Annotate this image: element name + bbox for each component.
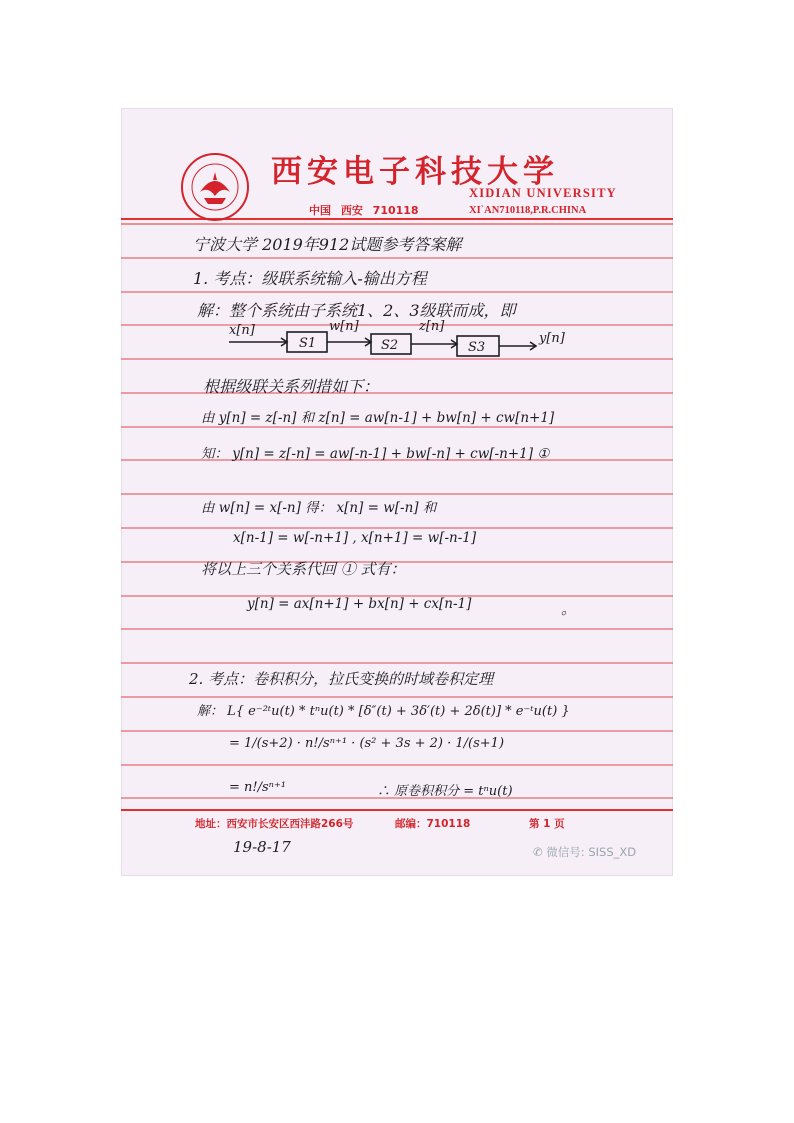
block-s1-label: S1 xyxy=(299,336,317,351)
handwritten-date: 19-8-17 xyxy=(233,838,291,856)
cascade-system-diagram xyxy=(221,316,601,361)
q2-conclusion: ∴ 原卷积积分 = tⁿu(t) xyxy=(377,784,513,799)
equation-7: = 1/(s+2) · n!/sⁿ⁺¹ · (s² + 3s + 2) · 1/(s+1) xyxy=(229,736,505,751)
equation-3: 由 w[n] = x[-n] 得： x[n] = w[-n] 和 xyxy=(201,500,437,516)
footer-page-number: 第 1 页 xyxy=(529,818,565,830)
diagram-w-label: w[n] xyxy=(329,319,359,334)
equation-8: = n!/sⁿ⁺¹ xyxy=(229,780,287,795)
footer-address: 地址：西安市长安区西沣路266号 xyxy=(195,818,354,830)
equation-2: 知： y[n] = z[-n] = aw[-n-1] + bw[-n] + cw[-n+1] ① xyxy=(201,446,550,462)
block-s2-label: S2 xyxy=(381,338,399,353)
substitution-note: 将以上三个关系代回 ① 式有： xyxy=(201,560,406,578)
q1-solution-intro: 解：整个系统由子系统1、2、3级联而成，即 xyxy=(197,301,516,320)
q2-topic: 2. 考点：卷积积分，拉氏变换的时域卷积定理 xyxy=(189,670,494,688)
footer-postcode: 邮编：710118 xyxy=(395,818,471,830)
equation-4: x[n-1] = w[-n+1] , x[n+1] = w[-n-1] xyxy=(233,530,477,546)
address-cn: 中国 西安 710118 xyxy=(309,204,419,217)
equation-result: y[n] = ax[n+1] + bx[n] + cx[n-1] xyxy=(247,596,472,612)
wechat-watermark: ✆ 微信号: SISS_XD xyxy=(533,845,637,859)
equation-1: 由 y[n] = z[-n] 和 z[n] = aw[n-1] + bw[n] + cw[n+1] xyxy=(201,410,555,426)
university-seal-logo xyxy=(180,152,250,222)
equation-result-period: 。 xyxy=(561,600,577,618)
relation-intro: 根据级联关系列措如下： xyxy=(203,377,380,396)
diagram-z-label: z[n] xyxy=(419,319,445,334)
q1-topic: 1. 考点：级联系统输入-输出方程 xyxy=(193,269,427,288)
letterhead-page xyxy=(121,108,673,876)
wechat-icon: ✆ xyxy=(533,845,547,859)
university-name-cn: 西安电子科技大学 xyxy=(271,154,559,190)
exam-title: 宁波大学 2019年912试题参考答案解 xyxy=(193,235,462,254)
diagram-output-label: y[n] xyxy=(539,331,565,346)
block-s3-label: S3 xyxy=(468,340,486,355)
ruled-lines xyxy=(121,108,673,876)
university-name-en: XIDIAN UNIVERSITY xyxy=(469,186,617,200)
address-en: XI`AN710118,P.R.CHINA xyxy=(469,205,587,216)
q2-solution-intro: 解： L{ e⁻²ᵗu(t) * tⁿu(t) * [δ″(t) + 3δ′(t) + 2δ(t)] * e⁻ᵗu(t) } xyxy=(197,704,570,719)
diagram-input-label: x[n] xyxy=(229,323,255,338)
